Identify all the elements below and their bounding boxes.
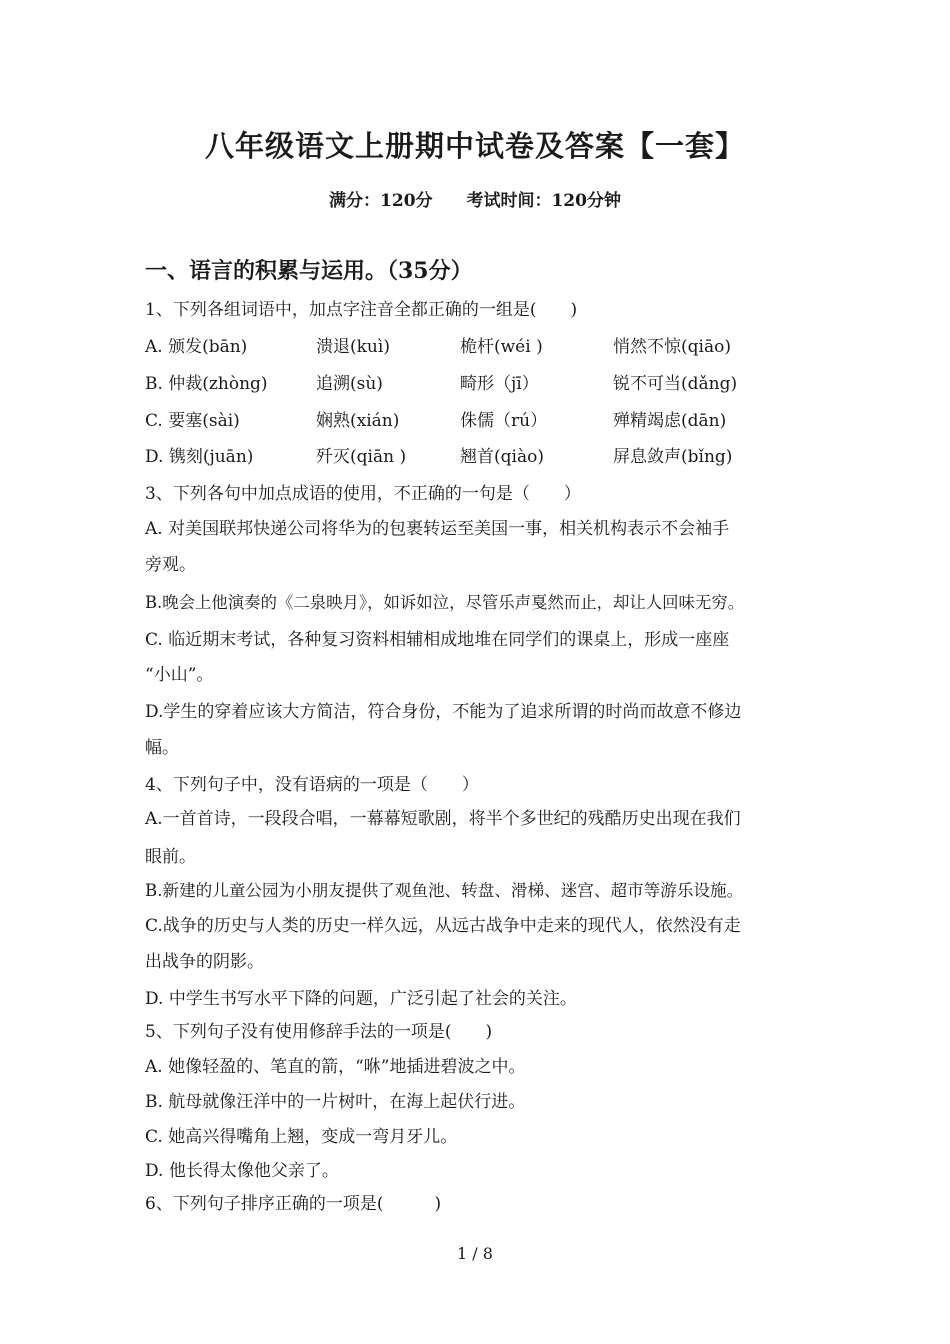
q1-option-c-3: 侏儒（rú） [460,411,548,431]
q5-option-a: A. 她像轻盈的、笔直的箭，“咻”地插进碧波之中。 [145,1057,526,1077]
q1-option-d-1: D. 镌刻(juān) [145,447,254,467]
exam-time: 考试时间：120分钟 [466,191,621,211]
q1-option-b-1: B. 仲裁(zhòng) [145,374,268,394]
question-6-stem: 6、下列句子排序正确的一项是( ) [145,1194,442,1214]
q1-option-d-3: 翘首(qiào) [460,447,544,467]
document-title: 八年级语文上册期中试卷及答案【一套】 [204,129,745,163]
q5-option-c: C. 她高兴得嘴角上翘，变成一弯月牙儿。 [145,1127,458,1147]
q1-option-c-2: 娴熟(xián) [316,411,400,431]
q4-option-d: D. 中学生书写水平下降的问题，广泛引起了社会的关注。 [145,989,577,1009]
q1-option-b-3: 畸形（jī） [460,374,539,394]
question-3-stem: 3、下列各句中加点成语的使用，不正确的一句是（ ） [145,484,581,504]
section-heading: 一、语言的积累与运用。（35分） [145,258,473,284]
question-1-stem: 1、下列各组词语中，加点字注音全都正确的一组是( ) [145,300,578,320]
q1-option-b-4: 锐不可当(dǎng) [613,374,738,394]
q1-option-b-2: 追溯(sù) [316,374,383,394]
q1-option-c-4: 殚精竭虑(dān) [613,411,727,431]
question-4-stem: 4、下列句子中，没有语病的一项是（ ） [145,775,479,795]
q3-option-d: D.学生的穿着应该大方简洁，符合身份，不能为了追求所谓的时尚而故意不修边 [145,702,742,722]
q3-option-c-cont: “小山”。 [145,665,214,685]
q5-option-b: B. 航母就像汪洋中的一片树叶，在海上起伏行进。 [145,1092,526,1112]
q5-option-d: D. 他长得太像他父亲了。 [145,1161,339,1181]
q3-option-c: C. 临近期末考试，各种复习资料相辅相成地堆在同学们的课桌上，形成一座座 [145,630,730,650]
page-number: 1 / 8 [457,1244,493,1263]
q1-option-d-4: 屏息敛声(bǐng) [613,447,733,467]
q3-option-b: B.晚会上他演奏的《二泉映月》，如诉如泣，尽管乐声戛然而止，却让人回味无穷。 [145,593,745,612]
q3-option-a-cont: 旁观。 [145,555,196,575]
q4-option-b: B.新建的儿童公园为小朋友提供了观鱼池、转盘、滑梯、迷宫、超市等游乐设施。 [145,881,744,900]
q1-option-a-3: 桅杆(wéi ) [460,337,543,357]
q4-option-c-cont: 出战争的阴影。 [145,952,264,972]
q4-option-a: A.一首首诗，一段段合唱，一幕幕短歌剧，将半个多世纪的残酷历史出现在我们 [145,809,741,829]
q1-option-a-4: 悄然不惊(qiāo) [613,337,731,357]
question-5-stem: 5、下列句子没有使用修辞手法的一项是( ) [145,1022,493,1042]
q4-option-a-cont: 眼前。 [145,847,196,867]
q3-option-d-cont: 幅。 [145,738,179,758]
q1-option-a-2: 溃退(kuì) [316,337,390,357]
q3-option-a: A. 对美国联邦快递公司将华为的包裹转运至美国一事，相关机构表示不会袖手 [145,519,730,539]
q1-option-d-2: 歼灭(qiān ) [316,447,407,467]
full-score: 满分：120分 [329,191,433,211]
exam-info [0,186,950,211]
q1-option-c-1: C. 要塞(sài) [145,411,240,431]
q1-option-a-1: A. 颁发(bān) [145,337,248,357]
q4-option-c: C.战争的历史与人类的历史一样久远，从远古战争中走来的现代人，依然没有走 [145,916,741,936]
